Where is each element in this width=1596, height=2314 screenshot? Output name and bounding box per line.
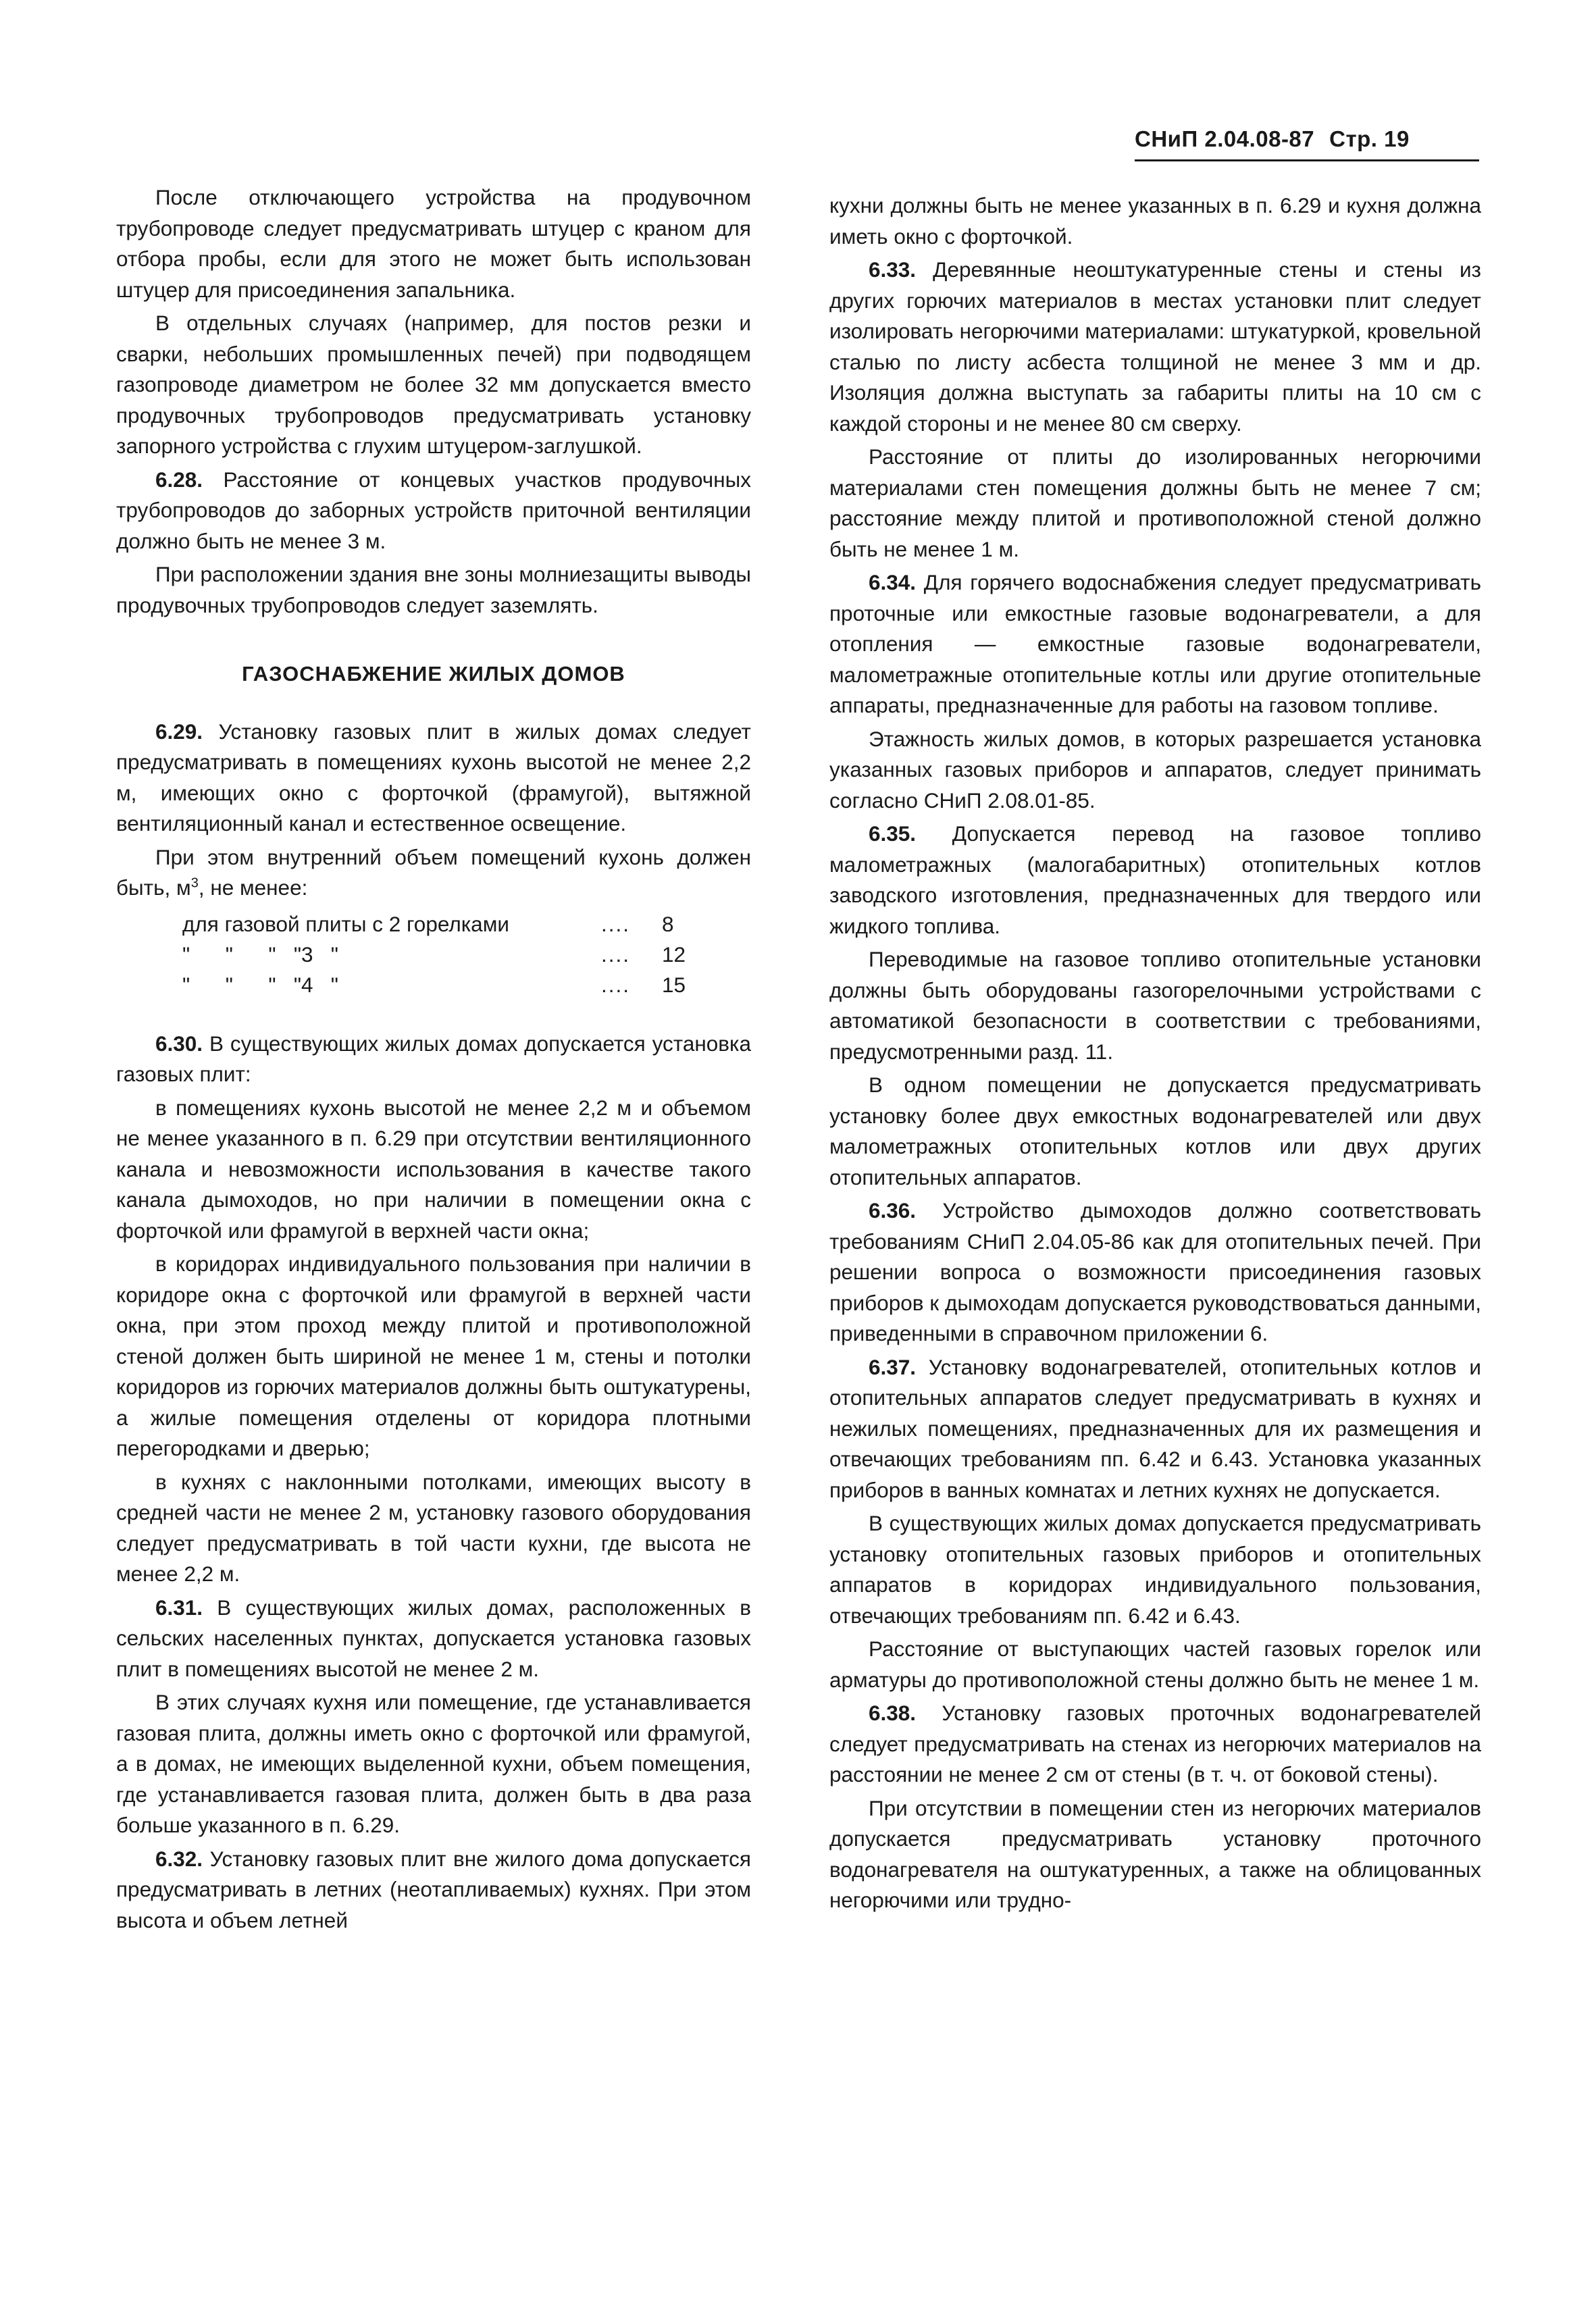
- row-value: 15: [662, 972, 686, 997]
- paragraph-6-38: [829, 1698, 1481, 1791]
- paragraph-6-31: [116, 1593, 751, 1685]
- clause-number: 6.38.: [869, 1701, 917, 1725]
- paragraph: кухни должны быть не менее указанных в п. 6.29 и кухня должна иметь окно с форточкой.: [829, 193, 1481, 249]
- clause-text: Расстояние от концевых участков продувочных трубопроводов до заборных устройств приточной вентиляции должно быть не менее 3 м.: [116, 467, 751, 553]
- clause-number: 6.35.: [869, 821, 917, 846]
- row-value: 8: [662, 911, 674, 936]
- section-heading: ГАЗОСНАБЖЕНИЕ ЖИЛЫХ ДОМОВ: [242, 662, 625, 686]
- paragraph: После отключающего устройства на продувочном трубопроводе следует предусматривать штуцер с краном для отбора пробы, если для этого не может быть использован штуцер для присоединения запальника.: [116, 185, 751, 302]
- paragraph: в помещениях кухонь высотой не менее 2,2 м и объемом не менее указанного в п. 6.29 при отсутствии вентиляционного канала и невозможности использования в качестве такого канала дымоходов, но при наличии в помещении окна с форточкой или фрамугой в верхней части окна;: [116, 1095, 751, 1243]
- paragraph-6-30: [116, 1029, 751, 1090]
- paragraph-6-35: [829, 819, 1481, 942]
- clause-text: Деревянные неоштукатуренные стены и стены из других горючих материалов в местах установки плит следует изолировать негорючими материалами: штукатуркой, кровельной сталью по листу асбеста толщиной не менее 3 мм и др. Изоляция должна выступать за габариты плиты на 10 см с каждой стороны и не менее 80 см сверху.: [829, 257, 1481, 436]
- text: При этом внутренний объем помещений кухонь должен быть, м: [116, 844, 751, 900]
- clause-number: 6.28.: [155, 467, 203, 492]
- leader-dots: ....: [601, 942, 631, 967]
- clause-text: Установку водонагревателей, отопительных котлов и отопительных аппаратов следует предусматривать в кухнях и нежилых помещениях, предназначенных для их размещения и отвечающих требованиям пп. 6.42 и 6.43. Установка указанных приборов в ванных комнатах и летних кухнях не допускается.: [829, 1354, 1481, 1502]
- paragraph: В существующих жилых домах допускается предусматривать установку отопительных газовых приборов и отопительных аппаратов в коридорах индивидуального пользования, отвечающих требованиям пп. 6.42 и 6.43.: [829, 1511, 1481, 1628]
- text: , не менее:: [198, 875, 308, 900]
- right-column: [829, 190, 1481, 1919]
- clause-number: 6.30.: [155, 1031, 203, 1056]
- clause-number: 6.29.: [155, 719, 203, 744]
- clause-text: Устройство дымоходов должно соответствовать требованиям СНиП 2.04.05-86 как для отопительных печей. При решении вопроса о возможности присоединения газовых приборов к дымоходам допускается руководствоваться данными, приведенными в справочном приложении 6.: [829, 1198, 1481, 1345]
- row-label: для газовой плиты с 2 горелками: [182, 911, 509, 936]
- paragraph: [116, 842, 751, 904]
- paragraph: При отсутствии в помещении стен из негорючих материалов допускается предусматривать установку проточного водонагревателя на оштукатуренных, а также на облицованных негорючими или трудно-: [829, 1795, 1481, 1912]
- table-row: [182, 909, 751, 940]
- clause-number: 6.36.: [869, 1198, 917, 1223]
- header-rule: [1135, 159, 1479, 161]
- row-label: " " " "3 ": [182, 942, 338, 967]
- paragraph: в кухнях с наклонными потолками, имеющих высоту в средней части не менее 2 м, установку газового оборудования следует предусматривать в той части кухни, где высота не менее 2,2 м.: [116, 1469, 751, 1586]
- clause-number: 6.31.: [155, 1595, 203, 1620]
- paragraph: Этажность жилых домов, в которых разрешается установка указанных газовых приборов и аппаратов, следует принимать согласно СНиП 2.08.01-85.: [829, 726, 1481, 813]
- row-label: " " " "4 ": [182, 972, 338, 997]
- paragraph: в коридорах индивидуального пользования при наличии в коридоре окна с форточкой или фрамугой в верхней части окна, при этом проход между плитой и противоположной стеной должен быть шириной не менее 1 м, стены и потолки коридоров из горючих материалов должны быть оштукатурены, а жилые помещения отделены от коридора плотными перегородками и дверью;: [116, 1252, 751, 1460]
- paragraph: При расположении здания вне зоны молниезащиты выводы продувочных трубопроводов следует заземлять.: [116, 562, 751, 617]
- paragraph-6-33: [829, 255, 1481, 439]
- paragraph: В отдельных случаях (например, для постов резки и сварки, небольших промышленных печей) при подводящем газопроводе диаметром не более 32 мм допускается вместо продувочных трубопроводов предусматривать установку запорного устройства с глухим штуцером-заглушкой.: [116, 311, 751, 458]
- paragraph-6-36: [829, 1195, 1481, 1349]
- superscript: 3: [190, 875, 199, 891]
- leader-dots: ....: [601, 972, 631, 997]
- left-column: [116, 182, 751, 1938]
- paragraph-6-29: [116, 717, 751, 840]
- document-code: СНиП 2.04.08-87: [1135, 126, 1315, 151]
- clause-text: Установку газовых плит вне жилого дома допускается предусматривать в летних (неотапливаемых) кухнях. При этом высота и объем летней: [116, 1846, 751, 1932]
- row-value: 12: [662, 942, 686, 967]
- clause-number: 6.34.: [869, 570, 917, 594]
- clause-number: 6.33.: [869, 257, 917, 282]
- kitchen-volume-table: [182, 909, 751, 1000]
- clause-text: Допускается перевод на газовое топливо малометражных (малогабаритных) отопительных котлов заводского изготовления, предназначенных для твердого или жидкого топлива.: [829, 821, 1481, 938]
- table-row: [182, 940, 751, 970]
- paragraph: Переводимые на газовое топливо отопительные установки должны быть оборудованы газогорелочными устройствами с автоматикой безопасности в соответствии с требованиями, предусмотренными разд. 11.: [829, 947, 1481, 1064]
- clause-text: В существующих жилых домах, расположенных в сельских населенных пунктах, допускается установка газовых плит в помещениях высотой не менее 2 м.: [116, 1595, 751, 1681]
- clause-text: Установку газовых проточных водонагревателей следует предусматривать на стенах из негорючих материалов на расстоянии не менее 2 см от стены (в т. ч. от боковой стены).: [829, 1701, 1481, 1786]
- clause-text: В существующих жилых домах допускается установка газовых плит:: [116, 1031, 751, 1086]
- paragraph: В этих случаях кухня или помещение, где устанавливается газовая плита, должны иметь окно с форточкой или фрамугой, а в домах, не имеющих выделенной кухни, объем помещения, где устанавливается газовая плита, должен быть в два раза больше указанного в п. 6.29.: [116, 1690, 751, 1837]
- clause-text: Установку газовых плит в жилых домах следует предусматривать в помещениях кухонь высотой не менее 2,2 м, имеющих окно с форточкой (фрамугой), вытяжной вентиляционный канал и естественное освещение.: [116, 719, 751, 835]
- paragraph: Расстояние от выступающих частей газовых горелок или арматуры до противоположной стены должно быть не менее 1 м.: [829, 1637, 1481, 1692]
- paragraph-6-34: [829, 567, 1481, 721]
- page-header: [1135, 120, 1479, 158]
- table-row: [182, 970, 751, 1000]
- paragraph-6-28: [116, 465, 751, 557]
- clause-number: 6.32.: [155, 1846, 203, 1871]
- clause-text: Для горячего водоснабжения следует предусматривать проточные или емкостные газовые водонагреватели, а для отопления — емкостные газовые водонагреватели, малометражные отопительные котлы или другие отопительные аппараты, предназначенные для работы на газовом топливе.: [829, 570, 1481, 717]
- paragraph: В одном помещении не допускается предусматривать установку более двух емкостных водонагревателей или двух малометражных отопительных котлов или двух других отопительных аппаратов.: [829, 1073, 1481, 1189]
- paragraph: Расстояние от плиты до изолированных негорючими материалами стен помещения должны быть не менее 7 см; расстояние между плитой и противоположной стеной должно быть не менее 1 м.: [829, 444, 1481, 561]
- paragraph-6-37: [829, 1352, 1481, 1506]
- clause-number: 6.37.: [869, 1354, 917, 1379]
- leader-dots: ....: [601, 911, 631, 936]
- paragraph-6-32: [116, 1844, 751, 1936]
- page-number: Стр. 19: [1329, 126, 1410, 151]
